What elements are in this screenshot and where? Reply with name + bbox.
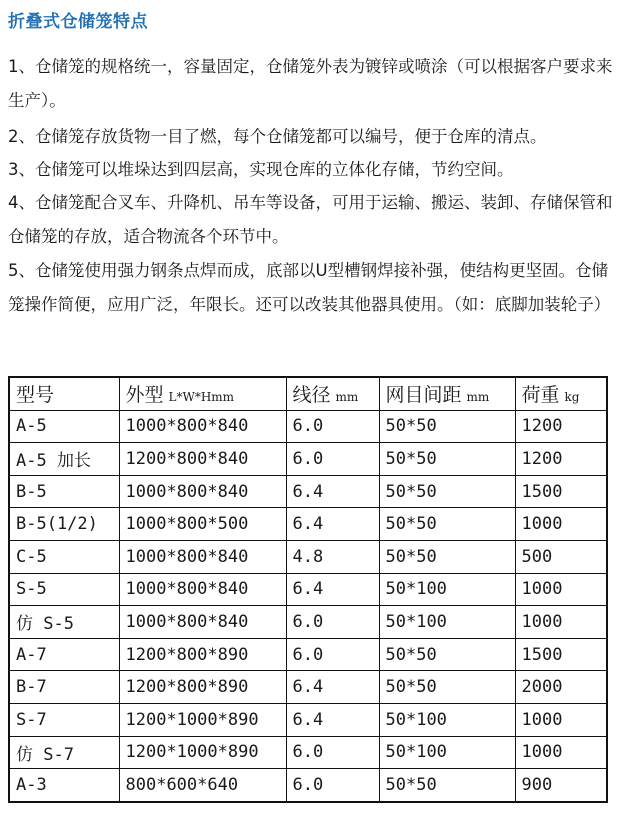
cell-dimensions: 1000*800*840: [119, 410, 286, 443]
cell-model: S-7: [9, 703, 119, 736]
table-row: [9, 638, 607, 671]
cell-wire-diameter: 6.0: [286, 606, 379, 639]
cell-wire-diameter: 6.4: [286, 475, 379, 508]
table-row: [9, 769, 607, 802]
cell-model: A-7: [9, 638, 119, 671]
cell-dimensions: 1200*800*840: [119, 443, 286, 476]
table-row: [9, 410, 607, 443]
spec-table: [8, 376, 608, 803]
cell-model: C-5: [9, 540, 119, 573]
cell-mesh-spacing: 50*100: [379, 573, 515, 606]
cell-model: B-7: [9, 671, 119, 704]
cell-wire-diameter: 6.4: [286, 573, 379, 606]
cell-model: S-5: [9, 573, 119, 606]
cell-wire-diameter: 6.4: [286, 508, 379, 541]
feature-item: 3、仓储笼可以堆垛达到四层高，实现仓库的立体化存储，节约空间。: [8, 160, 514, 179]
feature-item: 2、仓储笼存放货物一目了燃，每个仓储笼都可以编号，便于仓库的清点。: [8, 127, 547, 146]
cell-mesh-spacing: 50*50: [379, 540, 515, 573]
header-load: 荷重 kg: [515, 377, 607, 410]
cell-model: A-5: [9, 410, 119, 443]
cell-dimensions: 1000*800*840: [119, 475, 286, 508]
cell-dimensions: 1200*1000*890: [119, 703, 286, 736]
cell-wire-diameter: 6.4: [286, 703, 379, 736]
table-row: [9, 573, 607, 606]
cell-mesh-spacing: 50*50: [379, 671, 515, 704]
cell-model: A-3: [9, 769, 119, 802]
cell-load: 1000: [515, 703, 607, 736]
cell-model: 仿 S-5: [9, 606, 119, 639]
cell-mesh-spacing: 50*50: [379, 410, 515, 443]
feature-item: 1、仓储笼的规格统一，容量固定，仓储笼外表为镀锌或喷涂（可以根据客户要求来生产）。: [8, 57, 613, 110]
cell-mesh-spacing: 50*50: [379, 769, 515, 802]
cell-wire-diameter: 6.0: [286, 736, 379, 769]
cell-dimensions: 1000*800*840: [119, 540, 286, 573]
cell-dimensions: 1000*800*500: [119, 508, 286, 541]
table-row: [9, 508, 607, 541]
cell-wire-diameter: 6.4: [286, 671, 379, 704]
cell-load: 1000: [515, 573, 607, 606]
cell-load: 2000: [515, 671, 607, 704]
cell-mesh-spacing: 50*50: [379, 638, 515, 671]
feature-item: 5、仓储笼使用强力钢条点焊而成，底部以U型槽钢焊接补强，使结构更坚固。仓储笼操作简便，应用广泛，年限长。还可以改装其他器具使用。（如：底脚加装轮子）: [8, 261, 611, 314]
cell-wire-diameter: 6.0: [286, 769, 379, 802]
cell-mesh-spacing: 50*100: [379, 703, 515, 736]
spec-table-container: [8, 376, 608, 803]
cell-wire-diameter: 6.0: [286, 443, 379, 476]
cell-load: 1200: [515, 443, 607, 476]
cell-load: 1200: [515, 410, 607, 443]
cell-mesh-spacing: 50*100: [379, 736, 515, 769]
cell-dimensions: 1200*1000*890: [119, 736, 286, 769]
feature-item: 4、仓储笼配合叉车、升降机、吊车等设备，可用于运输、搬运、装卸、存储保管和仓储笼的存放，适合物流各个环节中。: [8, 193, 613, 246]
header-dimensions: 外型 L*W*Hmm: [119, 377, 286, 410]
header-wire-diameter: 线径 mm: [286, 377, 379, 410]
cell-dimensions: 1200*800*890: [119, 638, 286, 671]
table-row: [9, 671, 607, 704]
header-model: 型号: [9, 377, 119, 410]
table-row: [9, 606, 607, 639]
table-row: [9, 703, 607, 736]
cell-load: 1000: [515, 508, 607, 541]
cell-wire-diameter: 6.0: [286, 410, 379, 443]
table-row: [9, 443, 607, 476]
cell-model: B-5: [9, 475, 119, 508]
cell-dimensions: 1000*800*840: [119, 606, 286, 639]
cell-load: 1000: [515, 606, 607, 639]
cell-model: A-5 加长: [9, 443, 119, 476]
cell-dimensions: 800*600*640: [119, 769, 286, 802]
cell-dimensions: 1000*800*840: [119, 573, 286, 606]
table-row: [9, 540, 607, 573]
table-header-row: [9, 377, 607, 410]
cell-mesh-spacing: 50*50: [379, 508, 515, 541]
cell-load: 500: [515, 540, 607, 573]
cell-load: 900: [515, 769, 607, 802]
cell-wire-diameter: 4.8: [286, 540, 379, 573]
cell-load: 1500: [515, 475, 607, 508]
table-row: [9, 736, 607, 769]
cell-model: 仿 S-7: [9, 736, 119, 769]
cell-mesh-spacing: 50*100: [379, 606, 515, 639]
cell-mesh-spacing: 50*50: [379, 475, 515, 508]
cell-dimensions: 1200*800*890: [119, 671, 286, 704]
cell-model: B-5(1/2): [9, 508, 119, 541]
cell-load: 1500: [515, 638, 607, 671]
page-title: 折叠式仓储笼特点: [8, 12, 148, 32]
header-mesh-spacing: 网目间距 mm: [379, 377, 515, 410]
cell-mesh-spacing: 50*50: [379, 443, 515, 476]
table-row: [9, 475, 607, 508]
cell-load: 1000: [515, 736, 607, 769]
cell-wire-diameter: 6.0: [286, 638, 379, 671]
